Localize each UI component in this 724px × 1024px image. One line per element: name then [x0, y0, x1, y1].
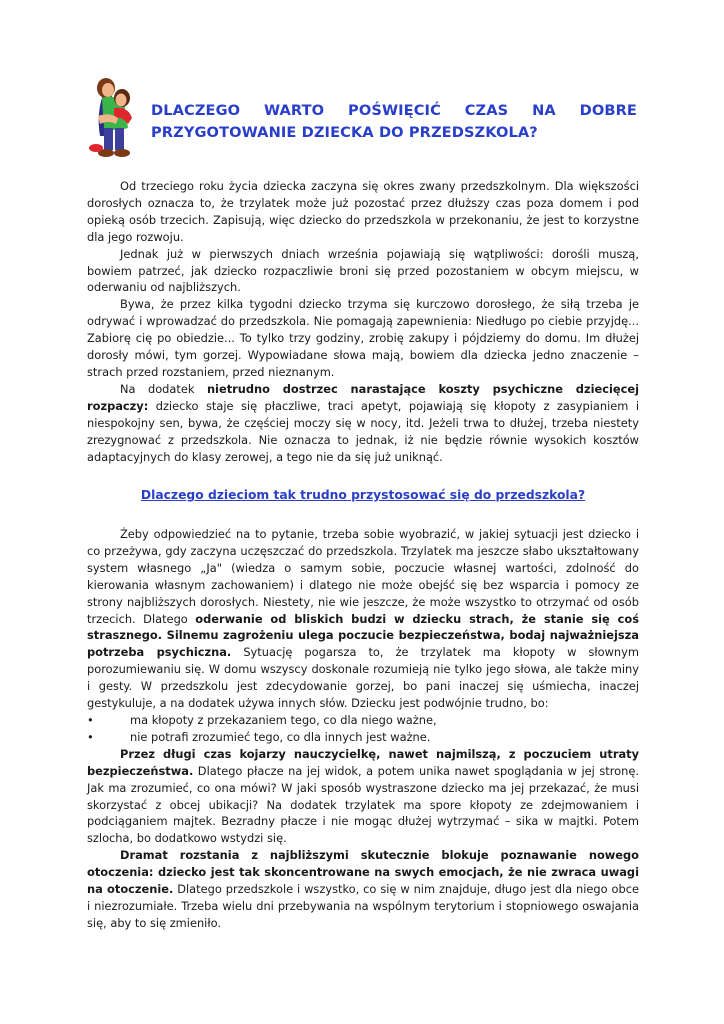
paragraph: Od trzeciego roku życia dziecka zaczyna się okres zwany przedszkolnym. Dla większości dorosłych oznacza to, że trzylatek może już pozostać przez dłuższy czas poza domem i pod opieką osób trzecich. Zapisują, więc dziecko do przedszkola w przekonaniu, że jest to korzystne dla jego rozwoju. [87, 179, 639, 244]
section-heading-text: Dlaczego dzieciom tak trudno przystosować się do przedszkola? [140, 488, 586, 502]
paragraph-text: dziecko staje się płaczliwe, traci apetyt, pojawiają się kłopoty z zasypianiem i niespokojny sen, bywa, że częściej moczy się w nocy, itd. Jeżeli trwa to dłużej, trzeba niestety zrezygnować z przedszkola. Nie oznacza to jednak, iż nie będzie równie wysokich kosztów adaptacyjnych do klasy zerowej, a tego nie da się już uniknąć. [87, 398, 639, 464]
list-item [87, 712, 639, 729]
list-item-text: nie potrafi zrozumieć tego, co dla innych jest ważne. [130, 729, 431, 744]
list-item [87, 729, 639, 746]
bold-emphasis: nietrudno dostrzec narastające koszty psychiczne dziecięcej rozpaczy: [87, 381, 639, 413]
bold-emphasis: Dramat rozstania z najbliższymi skutecznie blokuje poznawanie nowego otoczenia: dziecko jest tak skoncentrowane na swych emocjach, że nie zwraca uwagi na otoczenie. [87, 848, 639, 897]
paragraph-text: Sytuację pogarsza to, że trzylatek ma kłopoty w słownym porozumiewaniu się. W domu wszyscy doskonale rozumieją nie tylko jego słowa, ale także miny i gesty. W przedszkolu jest zdecydowanie gorzej, bo pani inaczej się uśmiecha, inaczej gestykuluje, a na dodatek używa innych słów. Dziecku jest podwójnie trudno, bo: [87, 645, 639, 711]
paragraph: Jednak już w pierwszych dniach września pojawiają się wątpliwości: dorośli muszą, bowiem patrzeć, jak dziecko rozpaczliwie broni się przed pozostaniem w obcym miejscu, w oderwaniu od najbliższych. [87, 246, 639, 295]
title-word: POŚWIĘCIĆ [348, 102, 441, 119]
parent-hugging-child-clipart [84, 72, 142, 160]
title-line-2: PRZYGOTOWANIE DZIECKA DO PRZEDSZKOLA? [151, 124, 538, 141]
section-intro [87, 178, 639, 465]
bullet-icon: • [87, 729, 94, 744]
title-word: DOBRE [579, 102, 637, 119]
paragraph [87, 526, 639, 712]
paragraph [87, 746, 639, 847]
paragraph [87, 381, 639, 466]
title-word: CZAS [464, 102, 509, 119]
list-item-text: ma kłopoty z przekazaniem tego, co dla niego ważne, [130, 712, 437, 727]
section-why [87, 526, 639, 932]
title-word: DLACZEGO [151, 102, 241, 119]
title-word: WARTO [264, 102, 325, 119]
paragraph [87, 847, 639, 932]
bold-emphasis: Przez długi czas kojarzy nauczycielkę, nawet najmilszą, z poczuciem utraty bezpieczeństwa. [87, 746, 639, 778]
bullet-icon: • [87, 712, 94, 727]
paragraph-text: Dlatego przedszkole i wszystko, co się w nim znajduje, długo jest dla niego obce i niezrozumiałe. Trzeba wielu dni przebywania na wspólnym terytorium i stopniowego oswajania się, aby to się zmieniło. [87, 882, 639, 930]
paragraph-text: Żeby odpowiedzieć na to pytanie, trzeba sobie wyobrazić, w jakiej sytuacji jest dziecko i co przeżywa, gdy zaczyna uczęszczać do przedszkola. Trzylatek ma jeszcze słabo ukształtowany system własnego „Ja" (wiedza o samym sobie, poczucie własnej wartości, zdolność do kierowania własnym zachowaniem) i dlatego nie może obejść się bez wsparcia i pomocy ze strony najbliższych dorosłych. Niestety, nie wie jeszcze, że może wszystko to otrzymać od osób trzecich. Dlatego [87, 527, 639, 626]
paragraph: Bywa, że przez kilka tygodni dziecko trzyma się kurczowo dorosłego, że siłą trzeba je odrywać i wprowadzać do przedszkola. Nie pomagają zapewnienia: Niedługo po ciebie przyjdę... Zabiorę cię po obiedzie... To tylko trzy godziny, zrobię zakupy i pójdziemy do domu. Im dłużej dorosły mówi, tym gorzej. Wypowiadane słowa mają, bowiem dla dziecka jedno znaczenie – strach przed rozstaniem, przed nieznanym. [87, 297, 639, 379]
paragraph-text: Na dodatek [120, 381, 207, 396]
section-heading [87, 488, 639, 502]
paragraph-text: Dlatego płacze na jej widok, a potem unika nawet spoglądania w jej stronę. Jak ma zrozumieć, co ona mówi? W jaki sposób wystraszone dziecko ma jej przekazać, że musi skorzystać z obcej ubikacji? Na dodatek trzylatek ma spore kłopoty ze zdejmowaniem i podciąganiem majtek. Bezradny płacze i nie mogąc dłużej wytrzymać – sika w majtki. Potem szlocha, bo dodatkowo wstydzi się. [87, 763, 639, 846]
document-title [151, 100, 637, 144]
bold-emphasis: oderwanie od bliskich budzi w dziecku strach, że stanie się coś strasznego. Silnemu zagrożeniu ulega poczucie bezpieczeństwa, bodaj najważniejsza potrzeba psychiczna. [87, 611, 639, 660]
title-line-1 [151, 100, 637, 122]
title-word: NA [532, 102, 556, 119]
